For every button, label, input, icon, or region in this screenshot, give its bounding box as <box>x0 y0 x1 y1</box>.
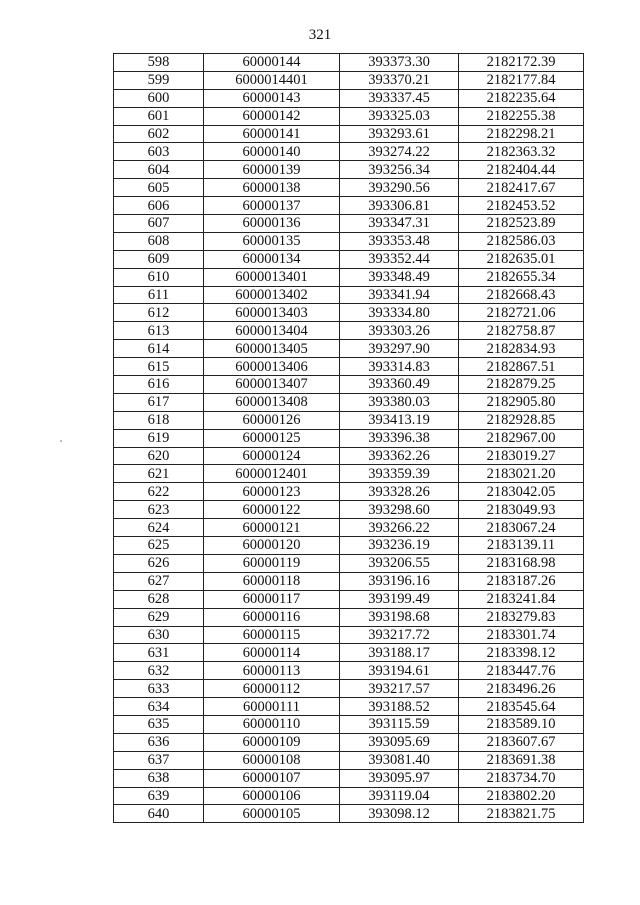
x-coordinate-cell: 393341.94 <box>340 286 459 304</box>
table-row <box>114 715 584 733</box>
table-row <box>114 411 584 429</box>
x-coordinate-cell: 393256.34 <box>340 161 459 179</box>
x-coordinate-cell: 393396.38 <box>340 429 459 447</box>
point-id-cell: 60000113 <box>204 662 340 680</box>
point-id-cell: 60000134 <box>204 250 340 268</box>
x-coordinate-cell: 393115.59 <box>340 715 459 733</box>
table-row <box>114 232 584 250</box>
y-coordinate-cell: 2182172.39 <box>459 54 584 72</box>
table-row <box>114 304 584 322</box>
table-row <box>114 698 584 716</box>
point-id-cell: 60000135 <box>204 232 340 250</box>
point-id-cell: 6000013402 <box>204 286 340 304</box>
x-coordinate-cell: 393325.03 <box>340 107 459 125</box>
coordinates-table-body <box>114 54 584 823</box>
y-coordinate-cell: 2182758.87 <box>459 322 584 340</box>
y-coordinate-cell: 2182235.64 <box>459 89 584 107</box>
table-row <box>114 590 584 608</box>
table-row <box>114 751 584 769</box>
table-row <box>114 161 584 179</box>
x-coordinate-cell: 393303.26 <box>340 322 459 340</box>
table-row <box>114 322 584 340</box>
y-coordinate-cell: 2182586.03 <box>459 232 584 250</box>
point-id-cell: 60000123 <box>204 483 340 501</box>
y-coordinate-cell: 2182967.00 <box>459 429 584 447</box>
table-row <box>114 89 584 107</box>
x-coordinate-cell: 393370.21 <box>340 71 459 89</box>
x-coordinate-cell: 393199.49 <box>340 590 459 608</box>
x-coordinate-cell: 393297.90 <box>340 340 459 358</box>
table-row <box>114 662 584 680</box>
point-id-cell: 60000119 <box>204 554 340 572</box>
row-number-cell: 623 <box>114 501 204 519</box>
point-id-cell: 60000114 <box>204 644 340 662</box>
row-number-cell: 598 <box>114 54 204 72</box>
y-coordinate-cell: 2183042.05 <box>459 483 584 501</box>
y-coordinate-cell: 2183049.93 <box>459 501 584 519</box>
table-row <box>114 626 584 644</box>
x-coordinate-cell: 393334.80 <box>340 304 459 322</box>
y-coordinate-cell: 2183019.27 <box>459 447 584 465</box>
row-number-cell: 609 <box>114 250 204 268</box>
row-number-cell: 621 <box>114 465 204 483</box>
y-coordinate-cell: 2183821.75 <box>459 805 584 823</box>
point-id-cell: 6000014401 <box>204 71 340 89</box>
y-coordinate-cell: 2182298.21 <box>459 125 584 143</box>
point-id-cell: 60000111 <box>204 698 340 716</box>
row-number-cell: 627 <box>114 572 204 590</box>
table-row <box>114 268 584 286</box>
row-number-cell: 619 <box>114 429 204 447</box>
table-row <box>114 465 584 483</box>
row-number-cell: 612 <box>114 304 204 322</box>
row-number-cell: 613 <box>114 322 204 340</box>
point-id-cell: 60000116 <box>204 608 340 626</box>
x-coordinate-cell: 393274.22 <box>340 143 459 161</box>
y-coordinate-cell: 2183021.20 <box>459 465 584 483</box>
table-row <box>114 554 584 572</box>
point-id-cell: 6000013401 <box>204 268 340 286</box>
point-id-cell: 60000139 <box>204 161 340 179</box>
row-number-cell: 614 <box>114 340 204 358</box>
point-id-cell: 6000013403 <box>204 304 340 322</box>
point-id-cell: 60000124 <box>204 447 340 465</box>
point-id-cell: 60000142 <box>204 107 340 125</box>
row-number-cell: 616 <box>114 376 204 394</box>
y-coordinate-cell: 2183139.11 <box>459 537 584 555</box>
row-number-cell: 635 <box>114 715 204 733</box>
coordinates-table <box>113 53 584 823</box>
x-coordinate-cell: 393290.56 <box>340 179 459 197</box>
x-coordinate-cell: 393360.49 <box>340 376 459 394</box>
row-number-cell: 629 <box>114 608 204 626</box>
table-row <box>114 107 584 125</box>
table-row <box>114 680 584 698</box>
point-id-cell: 60000122 <box>204 501 340 519</box>
row-number-cell: 618 <box>114 411 204 429</box>
row-number-cell: 622 <box>114 483 204 501</box>
table-row <box>114 393 584 411</box>
page-number: 321 <box>308 27 332 43</box>
x-coordinate-cell: 393314.83 <box>340 358 459 376</box>
y-coordinate-cell: 2182928.85 <box>459 411 584 429</box>
table-row <box>114 519 584 537</box>
y-coordinate-cell: 2183734.70 <box>459 769 584 787</box>
table-row <box>114 501 584 519</box>
table-row <box>114 537 584 555</box>
x-coordinate-cell: 393098.12 <box>340 805 459 823</box>
x-coordinate-cell: 393095.97 <box>340 769 459 787</box>
y-coordinate-cell: 2183241.84 <box>459 590 584 608</box>
x-coordinate-cell: 393266.22 <box>340 519 459 537</box>
row-number-cell: 631 <box>114 644 204 662</box>
x-coordinate-cell: 393380.03 <box>340 393 459 411</box>
y-coordinate-cell: 2182404.44 <box>459 161 584 179</box>
table-row <box>114 358 584 376</box>
x-coordinate-cell: 393095.69 <box>340 733 459 751</box>
scan-speck <box>60 440 62 442</box>
row-number-cell: 608 <box>114 232 204 250</box>
table-row <box>114 71 584 89</box>
row-number-cell: 633 <box>114 680 204 698</box>
x-coordinate-cell: 393119.04 <box>340 787 459 805</box>
point-id-cell: 60000112 <box>204 680 340 698</box>
point-id-cell: 60000141 <box>204 125 340 143</box>
table-row <box>114 54 584 72</box>
row-number-cell: 603 <box>114 143 204 161</box>
point-id-cell: 60000144 <box>204 54 340 72</box>
row-number-cell: 625 <box>114 537 204 555</box>
point-id-cell: 60000140 <box>204 143 340 161</box>
point-id-cell: 6000013406 <box>204 358 340 376</box>
row-number-cell: 607 <box>114 215 204 233</box>
y-coordinate-cell: 2182867.51 <box>459 358 584 376</box>
row-number-cell: 638 <box>114 769 204 787</box>
x-coordinate-cell: 393198.68 <box>340 608 459 626</box>
point-id-cell: 60000109 <box>204 733 340 751</box>
y-coordinate-cell: 2183802.20 <box>459 787 584 805</box>
x-coordinate-cell: 393352.44 <box>340 250 459 268</box>
table-row <box>114 769 584 787</box>
table-row <box>114 125 584 143</box>
x-coordinate-cell: 393348.49 <box>340 268 459 286</box>
y-coordinate-cell: 2183607.67 <box>459 733 584 751</box>
y-coordinate-cell: 2183691.38 <box>459 751 584 769</box>
point-id-cell: 6000013407 <box>204 376 340 394</box>
x-coordinate-cell: 393306.81 <box>340 197 459 215</box>
x-coordinate-cell: 393347.31 <box>340 215 459 233</box>
point-id-cell: 60000107 <box>204 769 340 787</box>
point-id-cell: 60000137 <box>204 197 340 215</box>
table-row <box>114 197 584 215</box>
row-number-cell: 640 <box>114 805 204 823</box>
y-coordinate-cell: 2182668.43 <box>459 286 584 304</box>
x-coordinate-cell: 393206.55 <box>340 554 459 572</box>
table-row <box>114 429 584 447</box>
point-id-cell: 60000125 <box>204 429 340 447</box>
y-coordinate-cell: 2183496.26 <box>459 680 584 698</box>
point-id-cell: 60000118 <box>204 572 340 590</box>
x-coordinate-cell: 393373.30 <box>340 54 459 72</box>
x-coordinate-cell: 393188.17 <box>340 644 459 662</box>
x-coordinate-cell: 393196.16 <box>340 572 459 590</box>
point-id-cell: 60000105 <box>204 805 340 823</box>
x-coordinate-cell: 393293.61 <box>340 125 459 143</box>
y-coordinate-cell: 2183398.12 <box>459 644 584 662</box>
y-coordinate-cell: 2182453.52 <box>459 197 584 215</box>
x-coordinate-cell: 393359.39 <box>340 465 459 483</box>
y-coordinate-cell: 2183168.98 <box>459 554 584 572</box>
point-id-cell: 60000126 <box>204 411 340 429</box>
x-coordinate-cell: 393353.48 <box>340 232 459 250</box>
table-row <box>114 340 584 358</box>
x-coordinate-cell: 393188.52 <box>340 698 459 716</box>
y-coordinate-cell: 2183187.26 <box>459 572 584 590</box>
point-id-cell: 60000106 <box>204 787 340 805</box>
point-id-cell: 60000138 <box>204 179 340 197</box>
point-id-cell: 60000143 <box>204 89 340 107</box>
point-id-cell: 60000115 <box>204 626 340 644</box>
row-number-cell: 620 <box>114 447 204 465</box>
row-number-cell: 604 <box>114 161 204 179</box>
table-row <box>114 179 584 197</box>
table-row <box>114 787 584 805</box>
point-id-cell: 60000110 <box>204 715 340 733</box>
y-coordinate-cell: 2182635.01 <box>459 250 584 268</box>
y-coordinate-cell: 2183301.74 <box>459 626 584 644</box>
table-row <box>114 608 584 626</box>
y-coordinate-cell: 2182523.89 <box>459 215 584 233</box>
table-row <box>114 250 584 268</box>
row-number-cell: 630 <box>114 626 204 644</box>
row-number-cell: 600 <box>114 89 204 107</box>
table-row <box>114 805 584 823</box>
y-coordinate-cell: 2182721.06 <box>459 304 584 322</box>
table-row <box>114 483 584 501</box>
x-coordinate-cell: 393362.26 <box>340 447 459 465</box>
row-number-cell: 599 <box>114 71 204 89</box>
table-row <box>114 376 584 394</box>
point-id-cell: 60000136 <box>204 215 340 233</box>
x-coordinate-cell: 393337.45 <box>340 89 459 107</box>
y-coordinate-cell: 2182363.32 <box>459 143 584 161</box>
row-number-cell: 617 <box>114 393 204 411</box>
row-number-cell: 605 <box>114 179 204 197</box>
point-id-cell: 60000108 <box>204 751 340 769</box>
table-row <box>114 644 584 662</box>
x-coordinate-cell: 393236.19 <box>340 537 459 555</box>
table-row <box>114 733 584 751</box>
y-coordinate-cell: 2182255.38 <box>459 107 584 125</box>
point-id-cell: 60000120 <box>204 537 340 555</box>
point-id-cell: 6000013404 <box>204 322 340 340</box>
point-id-cell: 60000121 <box>204 519 340 537</box>
row-number-cell: 602 <box>114 125 204 143</box>
row-number-cell: 611 <box>114 286 204 304</box>
y-coordinate-cell: 2182879.25 <box>459 376 584 394</box>
table-row <box>114 143 584 161</box>
row-number-cell: 624 <box>114 519 204 537</box>
x-coordinate-cell: 393413.19 <box>340 411 459 429</box>
row-number-cell: 615 <box>114 358 204 376</box>
point-id-cell: 60000117 <box>204 590 340 608</box>
y-coordinate-cell: 2182177.84 <box>459 71 584 89</box>
point-id-cell: 6000012401 <box>204 465 340 483</box>
x-coordinate-cell: 393217.72 <box>340 626 459 644</box>
x-coordinate-cell: 393298.60 <box>340 501 459 519</box>
row-number-cell: 634 <box>114 698 204 716</box>
x-coordinate-cell: 393194.61 <box>340 662 459 680</box>
x-coordinate-cell: 393328.26 <box>340 483 459 501</box>
row-number-cell: 632 <box>114 662 204 680</box>
row-number-cell: 606 <box>114 197 204 215</box>
row-number-cell: 610 <box>114 268 204 286</box>
y-coordinate-cell: 2182655.34 <box>459 268 584 286</box>
row-number-cell: 639 <box>114 787 204 805</box>
y-coordinate-cell: 2182834.93 <box>459 340 584 358</box>
row-number-cell: 628 <box>114 590 204 608</box>
y-coordinate-cell: 2182417.67 <box>459 179 584 197</box>
y-coordinate-cell: 2182905.80 <box>459 393 584 411</box>
table-row <box>114 447 584 465</box>
table-row <box>114 286 584 304</box>
point-id-cell: 6000013405 <box>204 340 340 358</box>
y-coordinate-cell: 2183545.64 <box>459 698 584 716</box>
y-coordinate-cell: 2183067.24 <box>459 519 584 537</box>
y-coordinate-cell: 2183447.76 <box>459 662 584 680</box>
table-row <box>114 215 584 233</box>
y-coordinate-cell: 2183589.10 <box>459 715 584 733</box>
point-id-cell: 6000013408 <box>204 393 340 411</box>
row-number-cell: 601 <box>114 107 204 125</box>
table-row <box>114 572 584 590</box>
y-coordinate-cell: 2183279.83 <box>459 608 584 626</box>
row-number-cell: 626 <box>114 554 204 572</box>
row-number-cell: 637 <box>114 751 204 769</box>
x-coordinate-cell: 393081.40 <box>340 751 459 769</box>
row-number-cell: 636 <box>114 733 204 751</box>
x-coordinate-cell: 393217.57 <box>340 680 459 698</box>
